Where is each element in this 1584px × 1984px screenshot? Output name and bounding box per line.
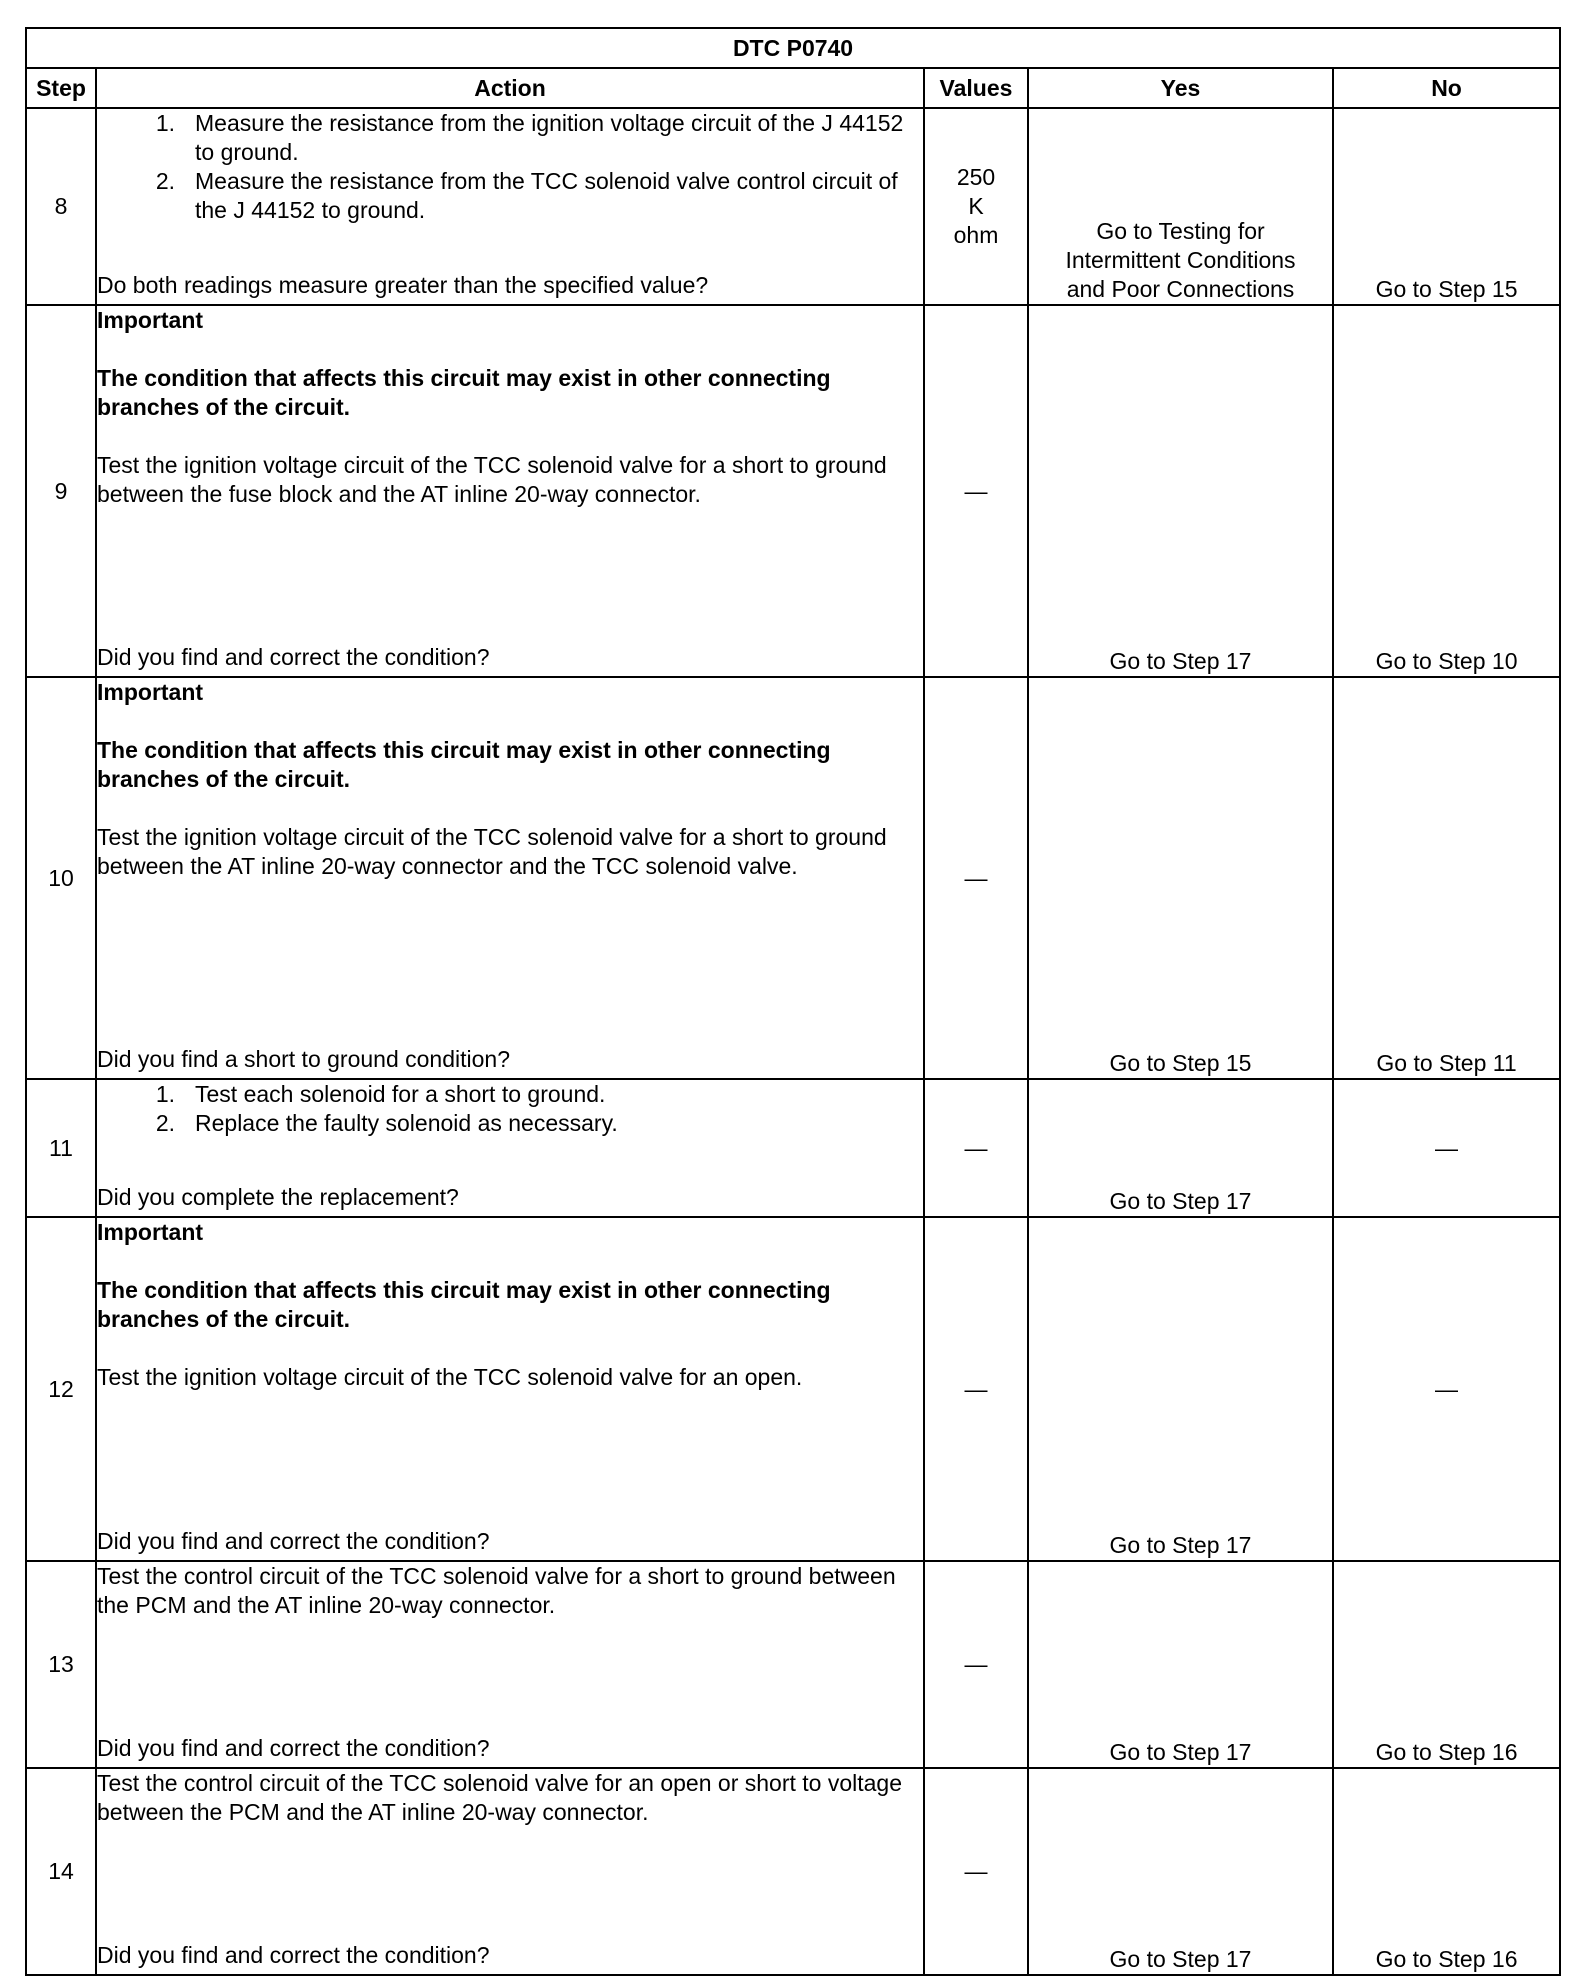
yes-cell: Go to Testing for Intermittent Conditions and Poor Connections	[1028, 108, 1333, 305]
values-cell: —	[924, 305, 1028, 677]
action-question: Do both readings measure greater than the specified value?	[97, 272, 709, 298]
action-text: Test the ignition voltage circuit of the TCC solenoid valve for a short to ground between the fuse block and the AT inline 20-way connector.	[97, 452, 887, 507]
step-number: 8	[26, 108, 96, 305]
no-cell: Go to Step 16	[1333, 1561, 1560, 1768]
table-row	[26, 677, 1560, 1079]
action-question: Did you complete the replacement?	[97, 1184, 459, 1210]
header-action: Action	[96, 68, 924, 108]
action-text: Test the ignition voltage circuit of the TCC solenoid valve for an open.	[97, 1364, 803, 1390]
header-no: No	[1333, 68, 1560, 108]
no-cell: —	[1333, 1079, 1560, 1217]
values-cell: —	[924, 1768, 1028, 1975]
header-step: Step	[26, 68, 96, 108]
values-cell: —	[924, 1079, 1028, 1217]
important-note: The condition that affects this circuit may exist in other connecting branches of the circuit.	[97, 1277, 831, 1332]
action-cell	[96, 305, 924, 677]
list-item: 2. Measure the resistance from the TCC solenoid valve control circuit of the J 44152 to ground.	[155, 168, 898, 223]
numbered-list	[97, 109, 923, 225]
important-label: Important	[97, 307, 204, 333]
action-text: Test the ignition voltage circuit of the TCC solenoid valve for a short to ground between the AT inline 20-way connector and the TCC solenoid valve.	[97, 824, 887, 879]
action-question: Did you find and correct the condition?	[97, 1735, 490, 1761]
table-row	[26, 305, 1560, 677]
header-yes: Yes	[1028, 68, 1333, 108]
no-cell: Go to Step 15	[1333, 108, 1560, 305]
table-title: DTC P0740	[26, 28, 1560, 68]
table-row	[26, 108, 1560, 305]
values-cell: —	[924, 1561, 1028, 1768]
list-item: 1. Test each solenoid for a short to ground.	[155, 1081, 606, 1107]
important-note: The condition that affects this circuit may exist in other connecting branches of the circuit.	[97, 737, 831, 792]
action-cell	[96, 1217, 924, 1561]
values-cell: —	[924, 1217, 1028, 1561]
list-item: 1. Measure the resistance from the ignition voltage circuit of the J 44152 to ground.	[155, 110, 904, 165]
action-question: Did you find and correct the condition?	[97, 1942, 490, 1968]
no-cell: Go to Step 16	[1333, 1768, 1560, 1975]
list-item: 2. Replace the faulty solenoid as necessary.	[155, 1110, 618, 1136]
action-cell	[96, 1079, 924, 1217]
step-number: 11	[26, 1079, 96, 1217]
important-note: The condition that affects this circuit may exist in other connecting branches of the circuit.	[97, 365, 831, 420]
action-cell	[96, 108, 924, 305]
table-row	[26, 1561, 1560, 1768]
action-question: Did you find a short to ground condition?	[97, 1046, 510, 1072]
action-text: Test the control circuit of the TCC solenoid valve for a short to ground between the PCM and the AT inline 20-way connector.	[97, 1563, 896, 1618]
action-question: Did you find and correct the condition?	[97, 1528, 490, 1554]
header-values: Values	[924, 68, 1028, 108]
step-number: 13	[26, 1561, 96, 1768]
action-text: Test the control circuit of the TCC solenoid valve for an open or short to voltage between the PCM and the AT inline 20-way connector.	[97, 1770, 902, 1825]
table-row	[26, 1079, 1560, 1217]
step-number: 10	[26, 677, 96, 1079]
values-cell: 250 K ohm	[924, 108, 1028, 305]
action-cell	[96, 677, 924, 1079]
important-label: Important	[97, 1219, 204, 1245]
no-cell: —	[1333, 1217, 1560, 1561]
no-cell: Go to Step 11	[1333, 677, 1560, 1079]
action-cell	[96, 1561, 924, 1768]
header-row	[26, 68, 1560, 108]
values-cell: —	[924, 677, 1028, 1079]
step-number: 9	[26, 305, 96, 677]
yes-cell: Go to Step 17	[1028, 1217, 1333, 1561]
yes-cell: Go to Step 17	[1028, 305, 1333, 677]
step-number: 12	[26, 1217, 96, 1561]
yes-cell: Go to Step 15	[1028, 677, 1333, 1079]
action-question: Did you find and correct the condition?	[97, 644, 490, 670]
yes-cell: Go to Step 17	[1028, 1079, 1333, 1217]
action-cell	[96, 1768, 924, 1975]
step-number: 14	[26, 1768, 96, 1975]
numbered-list	[97, 1080, 923, 1138]
dtc-table	[25, 27, 1561, 1976]
yes-cell: Go to Step 17	[1028, 1768, 1333, 1975]
yes-cell: Go to Step 17	[1028, 1561, 1333, 1768]
important-label: Important	[97, 679, 204, 705]
no-cell: Go to Step 10	[1333, 305, 1560, 677]
table-row	[26, 1768, 1560, 1975]
table-row	[26, 1217, 1560, 1561]
